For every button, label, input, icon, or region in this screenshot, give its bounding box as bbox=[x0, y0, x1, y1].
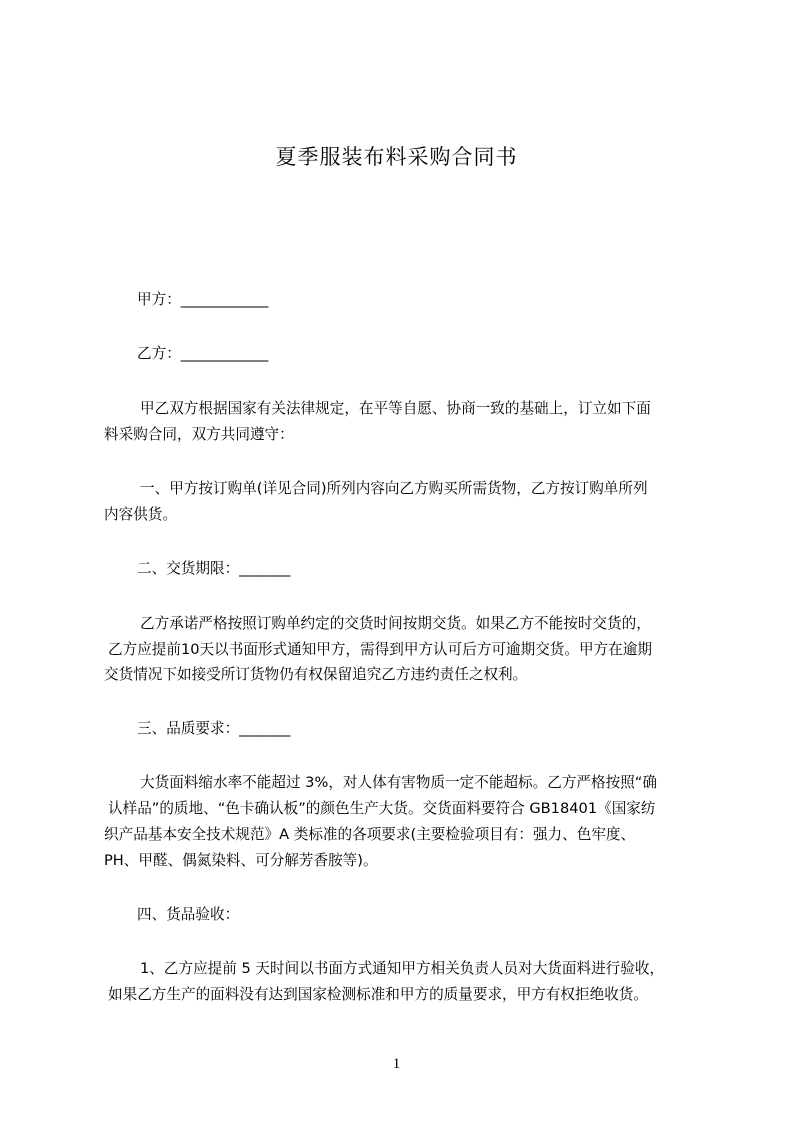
party-b-line: 乙方：____________ bbox=[137, 345, 269, 362]
clause-4-item-1-line-1: 1、乙方应提前 5 天时间以书面方式通知甲方相关负责人员对大货面料进行验收， bbox=[140, 960, 665, 977]
clause-2-body-line-3: 交货情况下如接受所订货物仍有权保留追究乙方违约责任之权利。 bbox=[104, 666, 528, 683]
document-title: 夏季服装布料采购合同书 bbox=[275, 145, 518, 169]
clause-3-heading: 三、品质要求：_______ bbox=[137, 720, 291, 737]
clause-2-body-line-1: 乙方承诺严格按照订购单约定的交货时间按期交货。如果乙方不能按时交货的， bbox=[140, 615, 651, 632]
clause-3-body-line-3: 织产品基本安全技术规范》A 类标准的各项要求(主要检验项目有：强力、色牢度、 bbox=[104, 826, 636, 843]
clause-1-line-2: 内容供货。 bbox=[104, 506, 177, 523]
clause-3-body-line-1: 大货面料缩水率不能超过 3%，对人体有害物质一定不能超标。乙方严格按照“确 bbox=[140, 774, 657, 791]
clause-2-heading: 二、交货期限：_______ bbox=[137, 560, 291, 577]
intro-line-2: 料采购合同，双方共同遵守： bbox=[104, 426, 294, 443]
clause-4-item-1-line-2: 如果乙方生产的面料没有达到国家检测标准和甲方的质量要求，甲方有权拒绝收货。 bbox=[108, 986, 648, 1003]
clause-3-body-line-4: PH、甲醛、偶氮染料、可分解芳香胺等)。 bbox=[104, 852, 378, 869]
party-a-line: 甲方：____________ bbox=[137, 291, 269, 308]
intro-line-1: 甲乙双方根据国家有关法律规定，在平等自愿、协商一致的基础上，订立如下面 bbox=[140, 400, 651, 417]
clause-3-body-line-2: 认样品”的质地、“色卡确认板”的颜色生产大货。交货面料要符合 GB18401《国家纺 bbox=[108, 800, 656, 817]
clause-2-body-line-2: 乙方应提前10天以书面形式通知甲方，需得到甲方认可后方可逾期交货。甲方在逾期 bbox=[108, 641, 652, 658]
clause-4-heading: 四、货品验收： bbox=[137, 906, 240, 923]
page-number: 1 bbox=[392, 1056, 401, 1072]
clause-1-line-1: 一、甲方按订购单(详见合同)所列内容向乙方购买所需货物，乙方按订购单所列 bbox=[140, 480, 648, 497]
